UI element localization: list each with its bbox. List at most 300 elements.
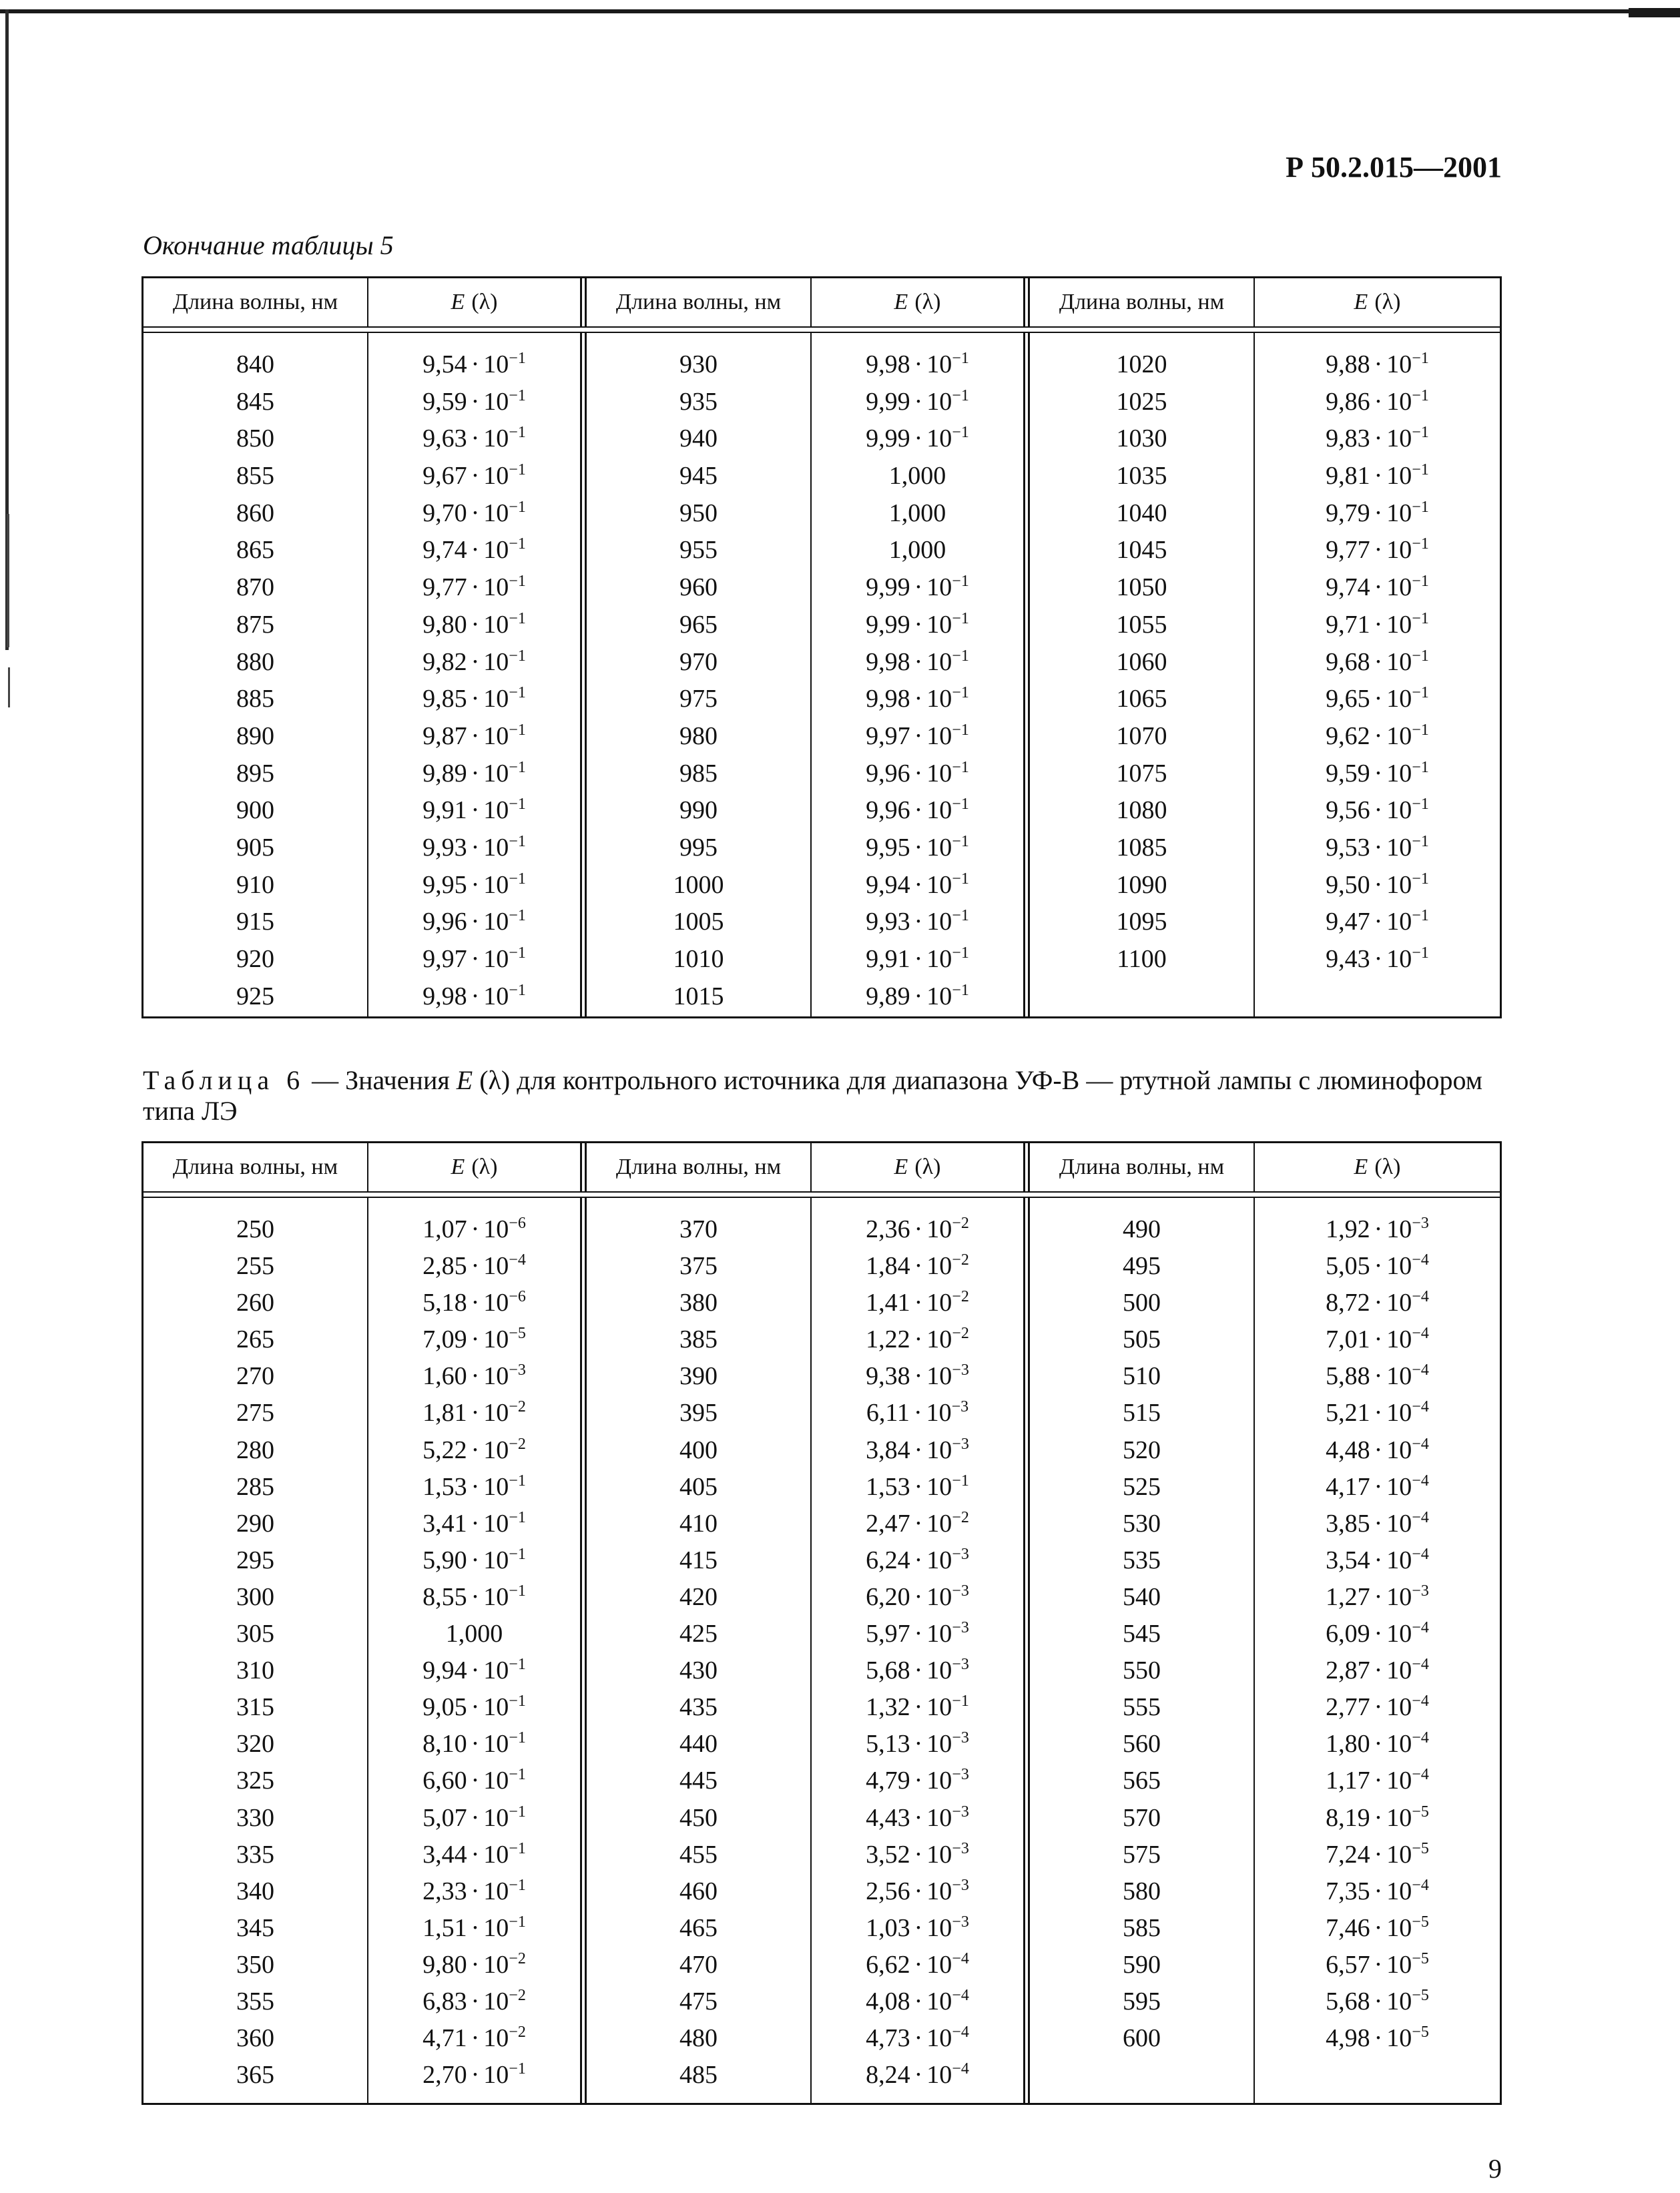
- multiply-dot: ·: [1374, 796, 1383, 825]
- value-cell: [812, 1248, 1023, 1285]
- value-mantissa: 9,93: [423, 833, 467, 862]
- multiply-dot: ·: [471, 1252, 480, 1281]
- value-exponent: −1: [1412, 758, 1429, 776]
- value-cell: [812, 346, 1023, 384]
- value-exponent: −1: [509, 609, 526, 627]
- power-base: 10: [483, 424, 509, 453]
- value-mantissa: 3,84: [866, 1436, 910, 1464]
- wavelength-cell: 885: [236, 685, 274, 713]
- wavelength-cell: 880: [236, 647, 274, 676]
- power-base: 10: [926, 1656, 952, 1685]
- value-exponent: −1: [952, 424, 969, 442]
- multiply-dot: ·: [914, 945, 923, 973]
- value-mantissa: 9,83: [1326, 424, 1370, 453]
- value-exponent: −1: [1412, 944, 1429, 962]
- value-mantissa: 6,62: [866, 1950, 910, 1979]
- power-base: 10: [483, 1436, 509, 1464]
- wavelength-cell: 875: [236, 610, 274, 639]
- wavelength-cell: 370: [679, 1215, 718, 1243]
- wavelength-cell: 960: [679, 573, 718, 602]
- multiply-dot: ·: [914, 870, 923, 899]
- table6: [142, 1141, 1502, 2105]
- value-exponent: −2: [952, 1288, 969, 1306]
- value-exponent: −1: [952, 1472, 969, 1490]
- value-exponent: −1: [509, 684, 526, 702]
- value-mantissa: 1,07: [423, 1215, 467, 1243]
- multiply-dot: ·: [471, 1582, 480, 1611]
- value-exponent: −1: [509, 1766, 526, 1784]
- wavelength-cell: 350: [236, 1950, 274, 1979]
- value-mantissa: 9,98: [423, 982, 467, 1010]
- value-exponent: −1: [1412, 573, 1429, 591]
- wavelength-cell: 945: [679, 462, 718, 491]
- value-cell: [368, 1506, 580, 1542]
- wavelength-cell: 930: [679, 350, 718, 378]
- value-exponent: −1: [509, 796, 526, 814]
- power-base: 10: [1386, 1730, 1412, 1759]
- value-mantissa: 9,47: [1326, 908, 1370, 936]
- value-exponent: −1: [509, 350, 526, 367]
- value-cell: [1255, 755, 1500, 793]
- wavelength-cell: 475: [679, 1987, 718, 2015]
- power-base: 10: [483, 1582, 509, 1611]
- value-mantissa: 7,24: [1326, 1840, 1370, 1869]
- value-mantissa: 6,09: [1326, 1620, 1370, 1648]
- value-exponent: −1: [509, 758, 526, 776]
- document-code: Р 50.2.015—2001: [1286, 151, 1502, 184]
- multiply-dot: ·: [471, 1509, 480, 1538]
- value-exponent: −1: [952, 796, 969, 814]
- value-cell: [812, 1983, 1023, 2020]
- power-base: 10: [483, 573, 509, 602]
- power-base: 10: [483, 1693, 509, 1722]
- value-exponent: −1: [952, 350, 969, 367]
- value-exponent: −1: [952, 609, 969, 627]
- scan-mark: [7, 514, 9, 647]
- multiply-dot: ·: [1374, 1987, 1383, 2015]
- wavelength-cell: 985: [679, 759, 718, 788]
- value-exponent: −1: [509, 647, 526, 665]
- value-exponent: −1: [952, 981, 969, 999]
- power-base: 10: [483, 387, 509, 416]
- multiply-dot: ·: [1374, 1582, 1383, 1611]
- wavelength-cell: 855: [236, 462, 274, 491]
- value-cell: [368, 607, 580, 644]
- value-mantissa: 1,000: [445, 1620, 503, 1648]
- power-base: 10: [1386, 1693, 1412, 1722]
- value-mantissa: 5,13: [866, 1730, 910, 1759]
- value-cell: [812, 718, 1023, 755]
- wavelength-cell: 280: [236, 1436, 274, 1464]
- value-mantissa: 9,99: [866, 424, 910, 453]
- value-mantissa: 8,19: [1326, 1803, 1370, 1832]
- value-cell: [812, 681, 1023, 718]
- value-cell: [1255, 941, 1500, 978]
- power-base: 10: [1386, 1436, 1412, 1464]
- value-cell: [1255, 1432, 1500, 1469]
- value-exponent: −5: [1412, 2023, 1429, 2042]
- scan-border-corner: [1629, 8, 1680, 17]
- wavelength-cell: 260: [236, 1289, 274, 1317]
- power-base: 10: [926, 1472, 952, 1501]
- wavelength-cell: 465: [679, 1913, 718, 1942]
- wavelength-cell: 375: [679, 1252, 718, 1281]
- value-exponent: −1: [509, 1692, 526, 1710]
- multiply-dot: ·: [471, 2024, 480, 2053]
- wavelength-cell: 330: [236, 1803, 274, 1832]
- value-cell: [1255, 384, 1500, 421]
- value-cell: [368, 644, 580, 681]
- value-exponent: −1: [509, 1656, 526, 1674]
- power-base: 10: [926, 424, 952, 453]
- power-base: 10: [1386, 685, 1412, 713]
- power-base: 10: [1386, 1362, 1412, 1391]
- wavelength-cell: 1065: [1116, 685, 1167, 713]
- value-mantissa: 1,03: [866, 1913, 910, 1942]
- value-exponent: −1: [1412, 461, 1429, 479]
- wavelength-column: [1030, 1198, 1253, 2057]
- value-cell: [812, 1285, 1023, 1321]
- value-mantissa: 4,48: [1326, 1436, 1370, 1464]
- value-mantissa: 5,68: [866, 1656, 910, 1685]
- power-base: 10: [926, 685, 952, 713]
- wavelength-cell: 400: [679, 1436, 718, 1464]
- wavelength-cell: 340: [236, 1877, 274, 1905]
- value-cell: [1255, 1689, 1500, 1726]
- multiply-dot: ·: [471, 1436, 480, 1464]
- power-base: 10: [926, 1803, 952, 1832]
- power-base: 10: [1386, 1877, 1412, 1905]
- multiply-dot: ·: [1374, 610, 1383, 639]
- value-cell: [368, 1248, 580, 1285]
- wavelength-cell: 860: [236, 499, 274, 527]
- table5-header: [144, 278, 1500, 326]
- value-exponent: −4: [1412, 1545, 1429, 1563]
- multiply-dot: ·: [1374, 1289, 1383, 1317]
- value-cell: [812, 644, 1023, 681]
- value-cell: [368, 1211, 580, 1248]
- power-base: 10: [483, 610, 509, 639]
- value-exponent: −1: [952, 944, 969, 962]
- power-base: 10: [926, 1730, 952, 1759]
- value-exponent: −1: [509, 424, 526, 442]
- multiply-dot: ·: [1374, 1325, 1383, 1354]
- multiply-dot: ·: [471, 1987, 480, 2015]
- value-exponent: −3: [952, 1545, 969, 1563]
- value-column: [1255, 333, 1500, 978]
- table6-header: [144, 1143, 1500, 1191]
- power-base: 10: [1386, 759, 1412, 788]
- value-mantissa: 9,95: [866, 833, 910, 862]
- value-exponent: −5: [509, 1325, 526, 1343]
- value-mantissa: 5,88: [1326, 1362, 1370, 1391]
- multiply-dot: ·: [914, 647, 923, 676]
- value-mantissa: 2,70: [423, 2061, 467, 2090]
- multiply-dot: ·: [1374, 721, 1383, 750]
- value-mantissa: 9,87: [423, 721, 467, 750]
- power-base: 10: [483, 1215, 509, 1243]
- wavelength-cell: 460: [679, 1877, 718, 1905]
- power-base: 10: [483, 499, 509, 527]
- power-base: 10: [926, 1877, 952, 1905]
- wavelength-cell: 990: [679, 796, 718, 825]
- multiply-dot: ·: [914, 1436, 923, 1464]
- value-mantissa: 1,92: [1326, 1215, 1370, 1243]
- value-cell: [368, 1910, 580, 1947]
- value-column: [368, 1198, 580, 2094]
- wavelength-cell: 1070: [1116, 721, 1167, 750]
- multiply-dot: ·: [1374, 1656, 1383, 1685]
- value-exponent: −1: [952, 386, 969, 404]
- value-mantissa: 9,88: [1326, 350, 1370, 378]
- wavelength-cell: 275: [236, 1399, 274, 1428]
- value-cell: [368, 1763, 580, 1799]
- value-exponent: −4: [1412, 1361, 1429, 1379]
- wavelength-cell: 845: [236, 387, 274, 416]
- power-base: 10: [483, 870, 509, 899]
- value-cell: [812, 2020, 1023, 2057]
- value-mantissa: 9,96: [866, 759, 910, 788]
- multiply-dot: ·: [1374, 1620, 1383, 1648]
- value-cell: [1255, 1652, 1500, 1689]
- value-column: [812, 1198, 1023, 2094]
- value-mantissa: 9,62: [1326, 721, 1370, 750]
- value-cell: [368, 1726, 580, 1763]
- value-exponent: −2: [952, 1215, 969, 1232]
- table6-title: Таблица 6 — Значения E (λ) для контрольного источника для диапазона УФ-В — ртутной лампы с люминофором типа ЛЭ: [143, 1065, 1483, 1126]
- power-base: 10: [926, 759, 952, 788]
- power-base: 10: [483, 721, 509, 750]
- power-base: 10: [1386, 1767, 1412, 1795]
- wavelength-cell: 505: [1123, 1325, 1161, 1354]
- value-exponent: −1: [509, 721, 526, 739]
- value-cell: [1255, 569, 1500, 607]
- wavelength-column: [587, 1198, 810, 2094]
- power-base: 10: [926, 387, 952, 416]
- header-wavelength: Длина волны, нм: [172, 1155, 338, 1179]
- value-cell: [1255, 1469, 1500, 1506]
- wavelength-cell: 535: [1123, 1546, 1161, 1574]
- scan-border-top: [0, 9, 1637, 13]
- value-cell: [368, 1616, 580, 1652]
- value-exponent: −2: [509, 1949, 526, 1967]
- value-cell: [1255, 867, 1500, 904]
- value-cell: [368, 2020, 580, 2057]
- wavelength-cell: 970: [679, 647, 718, 676]
- wavelength-cell: 1000: [673, 870, 724, 899]
- value-exponent: −1: [509, 1803, 526, 1821]
- power-base: 10: [926, 1950, 952, 1979]
- power-base: 10: [1386, 1215, 1412, 1243]
- power-base: 10: [483, 1546, 509, 1574]
- value-cell: [1255, 1910, 1500, 1947]
- value-cell: [368, 2057, 580, 2094]
- value-cell: [812, 1321, 1023, 1358]
- value-cell: [368, 1321, 580, 1358]
- value-cell: [812, 755, 1023, 793]
- value-cell: [812, 1800, 1023, 1837]
- value-exponent: −3: [951, 1398, 969, 1416]
- multiply-dot: ·: [471, 1656, 480, 1685]
- power-base: 10: [926, 1436, 952, 1464]
- multiply-dot: ·: [1374, 1803, 1383, 1832]
- multiply-dot: ·: [471, 1913, 480, 1942]
- value-mantissa: 2,47: [866, 1509, 910, 1538]
- power-base: 10: [926, 1693, 952, 1722]
- multiply-dot: ·: [471, 424, 480, 453]
- value-exponent: −1: [509, 1582, 526, 1600]
- value-mantissa: 7,35: [1326, 1877, 1370, 1905]
- value-mantissa: 9,50: [1326, 870, 1370, 899]
- value-exponent: −1: [1412, 684, 1429, 702]
- value-cell: [812, 1837, 1023, 1873]
- value-exponent: −5: [1412, 1949, 1429, 1967]
- value-mantissa: 9,68: [1326, 647, 1370, 676]
- wavelength-cell: 425: [679, 1620, 718, 1648]
- wavelength-cell: 560: [1123, 1730, 1161, 1759]
- value-exponent: −4: [1412, 1325, 1429, 1343]
- wavelength-cell: 390: [679, 1362, 718, 1391]
- wavelength-cell: 595: [1123, 1987, 1161, 2015]
- multiply-dot: ·: [914, 610, 923, 639]
- multiply-dot: ·: [1374, 759, 1383, 788]
- value-exponent: −1: [1412, 386, 1429, 404]
- value-mantissa: 5,07: [423, 1803, 467, 1832]
- value-mantissa: 5,05: [1326, 1252, 1370, 1281]
- value-mantissa: 6,57: [1326, 1950, 1370, 1979]
- value-cell: [1255, 1837, 1500, 1873]
- wavelength-column: [144, 333, 367, 1015]
- value-mantissa: 9,89: [423, 759, 467, 788]
- value-exponent: −1: [1412, 535, 1429, 553]
- wavelength-cell: 1095: [1116, 908, 1167, 936]
- value-mantissa: 1,41: [866, 1289, 910, 1317]
- multiply-dot: ·: [1374, 1546, 1383, 1574]
- multiply-dot: ·: [1374, 462, 1383, 491]
- wavelength-cell: 430: [679, 1656, 718, 1685]
- multiply-dot: ·: [471, 350, 480, 378]
- power-base: 10: [926, 1767, 952, 1795]
- wavelength-column: [144, 1198, 367, 2094]
- value-exponent: −2: [952, 1508, 969, 1526]
- value-mantissa: 6,24: [866, 1546, 910, 1574]
- value-mantissa: 9,59: [423, 387, 467, 416]
- multiply-dot: ·: [471, 499, 480, 527]
- value-mantissa: 9,85: [423, 685, 467, 713]
- value-cell: [368, 755, 580, 793]
- wavelength-cell: 840: [236, 350, 274, 378]
- value-mantissa: 8,10: [423, 1730, 467, 1759]
- value-exponent: −4: [1412, 1251, 1429, 1269]
- value-mantissa: 7,46: [1326, 1913, 1370, 1942]
- multiply-dot: ·: [1374, 1693, 1383, 1722]
- page-number: 9: [1488, 2154, 1502, 2184]
- value-cell: [1255, 1285, 1500, 1321]
- value-cell: [812, 1910, 1023, 1947]
- power-base: 10: [926, 982, 952, 1010]
- power-base: 10: [1386, 1289, 1412, 1317]
- value-cell: [1255, 1800, 1500, 1837]
- value-cell: [812, 792, 1023, 830]
- value-cell: [368, 1873, 580, 1910]
- value-mantissa: 9,98: [866, 647, 910, 676]
- value-exponent: −3: [1412, 1582, 1429, 1600]
- value-cell: [368, 1285, 580, 1321]
- wavelength-cell: 545: [1123, 1620, 1161, 1648]
- value-exponent: −1: [509, 1508, 526, 1526]
- wavelength-cell: 910: [236, 870, 274, 899]
- header-wavelength: Длина волны, нм: [615, 290, 782, 314]
- value-cell: [368, 420, 580, 458]
- wavelength-cell: 250: [236, 1215, 274, 1243]
- multiply-dot: ·: [914, 573, 923, 602]
- value-cell: [1255, 495, 1500, 533]
- multiply-dot: ·: [471, 833, 480, 862]
- header-wavelength: Длина волны, нм: [1059, 1155, 1225, 1179]
- multiply-dot: ·: [914, 1730, 923, 1759]
- power-base: 10: [483, 945, 509, 973]
- power-base: 10: [483, 759, 509, 788]
- table5: [142, 276, 1502, 1018]
- power-base: 10: [483, 1399, 509, 1428]
- value-exponent: −4: [952, 1949, 969, 1967]
- power-base: 10: [1386, 462, 1412, 491]
- value-mantissa: 3,54: [1326, 1546, 1370, 1574]
- power-base: 10: [926, 1509, 952, 1538]
- power-base: 10: [483, 1509, 509, 1538]
- value-cell: [812, 569, 1023, 607]
- value-exponent: −5: [1412, 1839, 1429, 1857]
- multiply-dot: ·: [1374, 1730, 1383, 1759]
- value-exponent: −1: [952, 573, 969, 591]
- header-wavelength: Длина волны, нм: [172, 290, 338, 314]
- wavelength-cell: 1100: [1117, 945, 1167, 973]
- value-mantissa: 8,24: [866, 2061, 910, 2090]
- multiply-dot: ·: [914, 1987, 923, 2015]
- value-exponent: −1: [509, 1876, 526, 1894]
- value-cell: [1255, 1873, 1500, 1910]
- value-exponent: −1: [509, 981, 526, 999]
- wavelength-cell: 850: [236, 424, 274, 453]
- wavelength-cell: 890: [236, 721, 274, 750]
- multiply-dot: ·: [471, 1472, 480, 1501]
- value-mantissa: 3,41: [423, 1509, 467, 1538]
- value-mantissa: 9,63: [423, 424, 467, 453]
- value-exponent: −1: [952, 1692, 969, 1710]
- wavelength-cell: 510: [1123, 1362, 1161, 1391]
- table6-body: [144, 1198, 1500, 2103]
- wavelength-cell: 255: [236, 1252, 274, 1281]
- value-mantissa: 1,53: [866, 1472, 910, 1501]
- value-cell: [1255, 1726, 1500, 1763]
- wavelength-cell: 1060: [1116, 647, 1167, 676]
- value-cell: [812, 1689, 1023, 1726]
- power-base: 10: [1386, 499, 1412, 527]
- multiply-dot: ·: [1374, 908, 1383, 936]
- power-base: 10: [483, 1656, 509, 1685]
- multiply-dot: ·: [914, 1362, 923, 1391]
- value-mantissa: 2,87: [1326, 1656, 1370, 1685]
- power-base: 10: [1386, 945, 1412, 973]
- multiply-dot: ·: [471, 1950, 480, 1979]
- scan-mark: [8, 667, 10, 707]
- header-e-lambda: E (λ): [894, 290, 941, 314]
- value-mantissa: 9,56: [1326, 796, 1370, 825]
- wavelength-cell: 335: [236, 1840, 274, 1869]
- value-exponent: −3: [952, 1803, 969, 1821]
- value-exponent: −1: [509, 907, 526, 925]
- wavelength-cell: 300: [236, 1582, 274, 1611]
